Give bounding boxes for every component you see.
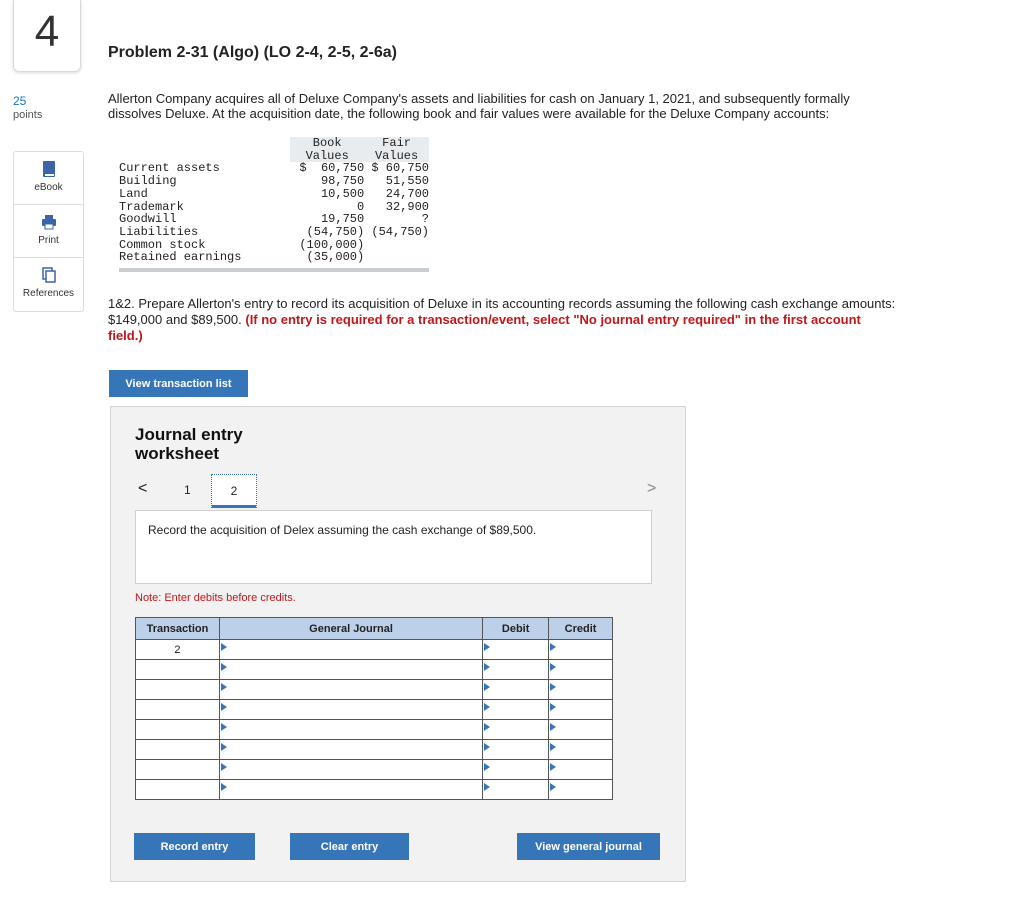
- problem-title: Problem 2-31 (Algo) (LO 2-4, 2-5, 2-6a): [108, 44, 397, 61]
- account-values-table: [119, 137, 429, 264]
- credit-input[interactable]: [549, 780, 613, 800]
- col-credit: Credit: [549, 618, 613, 640]
- debit-input[interactable]: [483, 740, 549, 760]
- book-value: (35,000): [292, 250, 365, 265]
- transaction-cell: [136, 720, 220, 740]
- account-row: [119, 226, 429, 239]
- account-dropdown[interactable]: [219, 660, 482, 680]
- dropdown-arrow-icon: [484, 663, 490, 671]
- transaction-cell: [136, 760, 220, 780]
- dropdown-arrow-icon: [550, 643, 556, 651]
- fair-value: [364, 251, 429, 264]
- dropdown-arrow-icon: [484, 643, 490, 651]
- debits-note: Note: Enter debits before credits.: [135, 592, 296, 604]
- next-page-button[interactable]: >: [647, 480, 657, 497]
- debit-input[interactable]: [483, 760, 549, 780]
- dropdown-arrow-icon: [484, 743, 490, 751]
- account-row: [119, 251, 429, 264]
- dropdown-arrow-icon: [221, 683, 227, 691]
- book-value: 0: [299, 199, 365, 214]
- worksheet-title: Journal entry worksheet: [135, 425, 243, 463]
- credit-input[interactable]: [549, 640, 613, 660]
- dropdown-arrow-icon: [221, 643, 227, 651]
- instruction-text: 1&2. Prepare Allerton's entry to record its acquisition of Deluxe in its accounting records assuming the following cash exchange amounts: $149,000 and $89,500.: [108, 296, 896, 327]
- journal-row: [136, 740, 613, 760]
- credit-input[interactable]: [549, 740, 613, 760]
- account-dropdown[interactable]: [219, 720, 482, 740]
- record-instruction-text: Record the acquisition of Delex assuming the cash exchange of $89,500.: [148, 523, 537, 537]
- transaction-cell: [136, 680, 220, 700]
- account-name: Current assets: [119, 161, 220, 176]
- fair-value: (54,750): [364, 224, 429, 239]
- dropdown-arrow-icon: [484, 723, 490, 731]
- account-name: Building: [119, 174, 177, 189]
- book-icon: [14, 160, 83, 178]
- account-name: Goodwill: [119, 212, 177, 227]
- debit-input[interactable]: [483, 660, 549, 680]
- transaction-cell: [136, 740, 220, 760]
- credit-input[interactable]: [549, 660, 613, 680]
- record-instruction-box: [135, 510, 652, 584]
- account-name: Liabilities: [119, 224, 199, 239]
- account-dropdown[interactable]: [219, 680, 482, 700]
- book-value: $ 60,750: [299, 161, 365, 176]
- dropdown-arrow-icon: [484, 703, 490, 711]
- transaction-cell: [136, 660, 220, 680]
- account-dropdown[interactable]: [219, 760, 482, 780]
- references-label: References: [22, 288, 75, 299]
- debit-input[interactable]: [483, 640, 549, 660]
- book-value: 98,750: [299, 174, 365, 189]
- credit-input[interactable]: [549, 760, 613, 780]
- debit-input[interactable]: [483, 780, 549, 800]
- print-tool[interactable]: [14, 205, 83, 258]
- dropdown-arrow-icon: [550, 663, 556, 671]
- credit-input[interactable]: [549, 720, 613, 740]
- book-value: (100,000): [292, 237, 365, 252]
- credit-input[interactable]: [549, 700, 613, 720]
- account-name: Land: [119, 186, 148, 201]
- account-name: Common stock: [119, 237, 206, 252]
- fair-value: ?: [371, 212, 429, 227]
- transaction-cell: 2: [136, 640, 220, 660]
- journal-row: [136, 720, 613, 740]
- account-dropdown[interactable]: [219, 700, 482, 720]
- printer-icon: [14, 213, 83, 231]
- points-value: 25: [13, 94, 27, 108]
- dropdown-arrow-icon: [484, 763, 490, 771]
- fair-value: 51,550: [371, 174, 429, 189]
- account-row: [119, 188, 429, 201]
- fair-value: 32,900: [371, 199, 429, 214]
- journal-row: [136, 640, 613, 660]
- col-general-journal: General Journal: [219, 618, 482, 640]
- page-2-tab[interactable]: 2: [211, 474, 257, 508]
- account-dropdown[interactable]: [219, 640, 482, 660]
- dropdown-arrow-icon: [221, 723, 227, 731]
- credit-input[interactable]: [549, 680, 613, 700]
- active-page-indicator: [212, 505, 256, 508]
- references-tool[interactable]: [14, 258, 83, 311]
- dropdown-arrow-icon: [550, 783, 556, 791]
- book-value: (54,750): [292, 224, 365, 239]
- dropdown-arrow-icon: [221, 663, 227, 671]
- fair-value: $ 60,750: [371, 161, 429, 176]
- dropdown-arrow-icon: [550, 703, 556, 711]
- dropdown-arrow-icon: [550, 683, 556, 691]
- page-1-tab[interactable]: 1: [184, 483, 191, 497]
- print-label: Print: [38, 235, 59, 246]
- journal-row: [136, 700, 613, 720]
- account-dropdown[interactable]: [219, 740, 482, 760]
- table-divider: [119, 268, 429, 272]
- instruction: [108, 296, 898, 344]
- copy-icon: [14, 266, 83, 284]
- view-general-journal-button[interactable]: View general journal: [517, 833, 660, 860]
- account-row: [119, 175, 429, 188]
- journal-table: [135, 617, 613, 800]
- dropdown-arrow-icon: [221, 763, 227, 771]
- journal-row: [136, 680, 613, 700]
- ebook-tool[interactable]: [14, 152, 83, 205]
- dropdown-arrow-icon: [484, 783, 490, 791]
- debit-input[interactable]: [483, 720, 549, 740]
- problem-intro: Allerton Company acquires all of Deluxe Company's assets and liabilities for cash on January 1, 2021, and subsequently formally dissolves Deluxe. At the acquisition date, the following book and fair values were available for the Deluxe Company accounts:: [108, 91, 850, 121]
- debit-input[interactable]: [483, 680, 549, 700]
- instruction-note: (If no entry is required for a transaction/event, select "No journal entry required" in the first account field.): [108, 312, 861, 343]
- col-transaction: Transaction: [136, 618, 220, 640]
- side-tools: [13, 151, 84, 312]
- prev-page-button[interactable]: <: [138, 480, 148, 497]
- account-name: Retained earnings: [119, 250, 242, 265]
- record-entry-button[interactable]: Record entry: [134, 833, 255, 860]
- fair-values-header: Fair Values: [364, 137, 429, 162]
- dropdown-arrow-icon: [550, 723, 556, 731]
- dropdown-arrow-icon: [221, 703, 227, 711]
- dropdown-arrow-icon: [550, 743, 556, 751]
- account-dropdown[interactable]: [219, 780, 482, 800]
- question-number: 4: [13, 0, 81, 72]
- fair-value: 24,700: [371, 186, 429, 201]
- journal-row: [136, 660, 613, 680]
- view-transaction-list-button[interactable]: View transaction list: [109, 370, 248, 397]
- transaction-cell: [136, 700, 220, 720]
- dropdown-arrow-icon: [221, 743, 227, 751]
- account-name: Trademark: [119, 199, 184, 214]
- fair-value: [364, 239, 429, 252]
- debit-input[interactable]: [483, 700, 549, 720]
- journal-row: [136, 760, 613, 780]
- col-debit: Debit: [483, 618, 549, 640]
- book-value: 10,500: [299, 186, 365, 201]
- dropdown-arrow-icon: [221, 783, 227, 791]
- ebook-label: eBook: [34, 182, 63, 193]
- transaction-cell: [136, 780, 220, 800]
- book-value: 19,750: [299, 212, 365, 227]
- book-values-header: Book Values: [290, 137, 364, 162]
- dropdown-arrow-icon: [484, 683, 490, 691]
- dropdown-arrow-icon: [550, 763, 556, 771]
- journal-row: [136, 780, 613, 800]
- points-label: points: [13, 109, 43, 121]
- clear-entry-button[interactable]: Clear entry: [290, 833, 409, 860]
